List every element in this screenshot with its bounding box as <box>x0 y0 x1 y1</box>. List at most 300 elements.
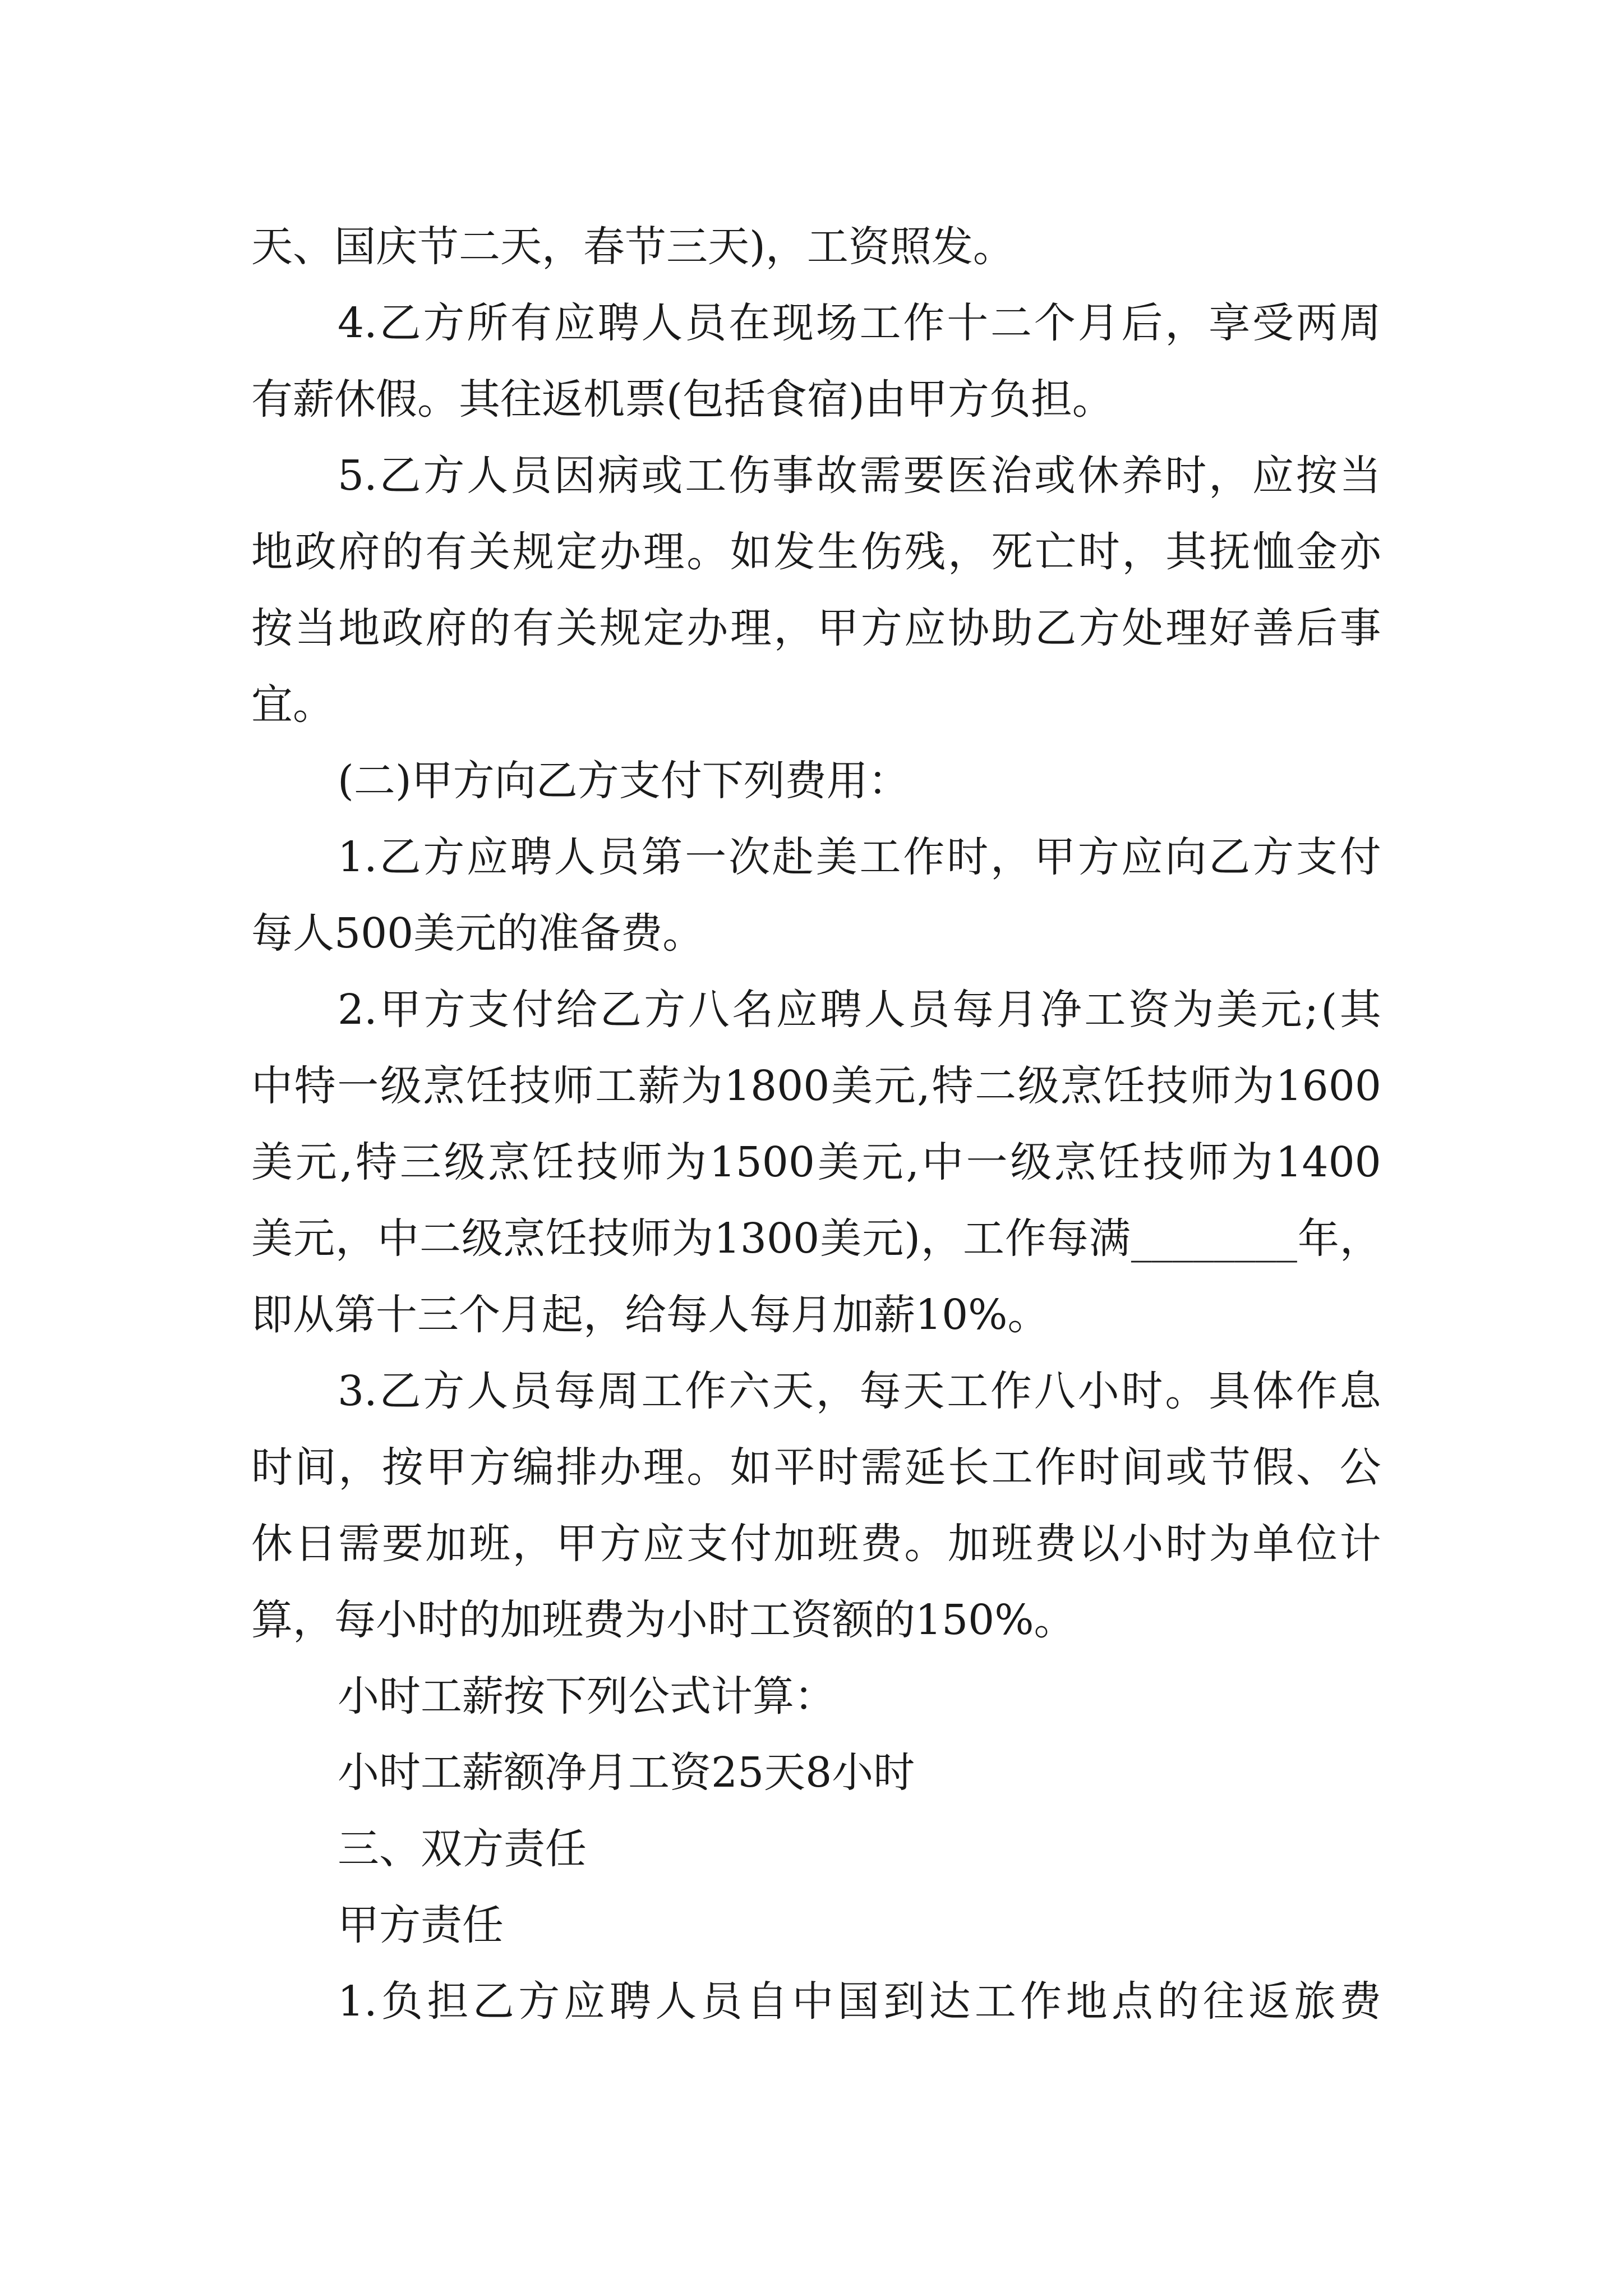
text-glyph: 赴 <box>772 833 814 881</box>
text-glyph: 或 <box>641 452 683 500</box>
text-glyph: 到 <box>883 1977 925 2026</box>
text-line <box>251 1124 1381 1200</box>
text-glyph: 医 <box>947 452 989 500</box>
text-glyph: 费 <box>1035 1520 1077 1568</box>
text-glyph: 死 <box>991 528 1033 576</box>
text-glyph: 体 <box>1252 1367 1294 1415</box>
text-glyph: 二 <box>990 299 1032 347</box>
text-glyph: 级 <box>1017 1062 1059 1110</box>
text-glyph: 为 <box>1232 1062 1274 1110</box>
text-glyph: 级 <box>461 1214 503 1263</box>
text-glyph: 受 <box>1252 299 1294 347</box>
text-glyph: 饪 <box>532 1138 574 1186</box>
text-glyph: 排 <box>556 1443 598 1492</box>
text-glyph: 方 <box>1252 833 1294 881</box>
text-glyph: 办 <box>686 604 728 652</box>
text-glyph: 满 <box>1089 1214 1131 1263</box>
text-glyph: 支 <box>686 1520 728 1568</box>
text-glyph: 亦 <box>1339 528 1381 576</box>
text-glyph: 中 <box>921 1138 963 1186</box>
text-glyph: 3. <box>338 1367 377 1415</box>
text-glyph: 元 <box>861 1138 903 1186</box>
text-glyph: 付 <box>730 1520 772 1568</box>
text-glyph: 现 <box>772 299 814 347</box>
text-glyph: 元 <box>293 1214 335 1263</box>
text-glyph: 个 <box>1034 299 1076 347</box>
text-glyph: 每 <box>952 986 994 1034</box>
text-glyph: 的 <box>469 604 511 652</box>
text-glyph: 休 <box>1077 452 1119 500</box>
text-glyph: , <box>339 1138 353 1186</box>
text-glyph: , <box>917 1062 930 1110</box>
text-glyph: 中 <box>792 1977 834 2026</box>
text-glyph: 。 <box>1165 1367 1207 1415</box>
text-glyph: 乙 <box>379 299 421 347</box>
text-line <box>251 1963 1381 2040</box>
text-glyph: 恤 <box>1252 528 1294 576</box>
text-glyph: 月 <box>996 986 1038 1034</box>
text-glyph: 方 <box>423 1367 465 1415</box>
text-glyph: ， <box>1165 299 1207 347</box>
text-glyph: 间 <box>1122 1443 1164 1492</box>
text-glyph: 亡 <box>1035 528 1077 576</box>
text-glyph: 元 <box>1260 986 1302 1034</box>
text-glyph: 方 <box>644 986 686 1034</box>
text-glyph: 旅 <box>1294 1977 1336 2026</box>
text-line: 甲方责任 <box>338 1901 504 1949</box>
text-glyph: ________ <box>1131 1214 1297 1263</box>
text-glyph: 府 <box>425 604 467 652</box>
text-glyph: 薪 <box>638 1062 680 1110</box>
text-glyph: 计 <box>1339 1520 1381 1568</box>
text-glyph: 故 <box>815 452 857 500</box>
text-glyph: 乙 <box>1035 604 1077 652</box>
text-glyph: ) <box>904 1214 920 1263</box>
text-glyph: 办 <box>600 1443 641 1492</box>
text-glyph: 聘 <box>597 299 639 347</box>
text-glyph: 美 <box>815 833 857 881</box>
text-glyph: 后 <box>1296 604 1338 652</box>
text-glyph: 要 <box>903 452 945 500</box>
text-line: 小时工薪额净月工资25天8小时 <box>338 1749 915 1797</box>
text-glyph: 延 <box>904 1443 946 1492</box>
text-glyph: 级 <box>444 1138 486 1186</box>
text-glyph: 员 <box>597 833 639 881</box>
text-glyph: 乙 <box>379 833 421 881</box>
text-glyph: 后 <box>1121 299 1163 347</box>
text-glyph: 聘 <box>510 833 552 881</box>
text-glyph: 政 <box>294 528 336 576</box>
text-glyph: ， <box>1209 452 1251 500</box>
text-glyph: 时 <box>1121 1367 1163 1415</box>
text-glyph: 二 <box>975 1062 1017 1110</box>
text-glyph: 办 <box>600 528 641 576</box>
text-line <box>251 972 1381 1048</box>
text-glyph: 关 <box>469 528 511 576</box>
text-glyph: 时 <box>1165 452 1207 500</box>
text-glyph: 工 <box>962 1214 1004 1263</box>
text-glyph: 按 <box>251 604 293 652</box>
text-glyph: 伤 <box>860 528 902 576</box>
text-glyph: 假 <box>1252 1443 1294 1492</box>
text-glyph: ， <box>990 833 1032 881</box>
text-glyph: ， <box>773 604 815 652</box>
text-glyph: 天 <box>903 1367 945 1415</box>
text-glyph: 作 <box>990 1367 1032 1415</box>
text-glyph: 处 <box>1122 604 1164 652</box>
text-glyph: 生 <box>817 528 859 576</box>
text-glyph: 应 <box>554 299 596 347</box>
text-glyph: 伤 <box>728 452 771 500</box>
text-glyph: 作 <box>903 299 945 347</box>
text-glyph: 。 <box>686 528 728 576</box>
text-glyph: 1500 <box>709 1138 815 1186</box>
text-glyph: 为 <box>671 1214 713 1263</box>
text-glyph: 1. <box>338 833 377 881</box>
text-glyph: 工 <box>859 833 901 881</box>
text-glyph: 师 <box>552 1062 594 1110</box>
text-line: 三、双方责任 <box>338 1825 587 1873</box>
text-glyph: 时 <box>251 1443 293 1492</box>
text-glyph: 月 <box>1077 299 1119 347</box>
text-glyph: 关 <box>556 604 598 652</box>
text-glyph: 工 <box>974 1977 1016 2026</box>
text-line <box>251 1506 1381 1582</box>
text-glyph: 乙 <box>600 986 642 1034</box>
text-glyph: 1600 <box>1275 1062 1381 1110</box>
text-glyph: 特 <box>932 1062 974 1110</box>
text-glyph: 2. <box>338 986 377 1034</box>
text-glyph: 美 <box>251 1214 293 1263</box>
text-glyph: 在 <box>728 299 771 347</box>
text-glyph: 第 <box>641 833 683 881</box>
text-glyph: 长 <box>948 1443 989 1492</box>
text-glyph: 甲 <box>1034 833 1076 881</box>
text-line <box>251 1048 1381 1124</box>
text-line: (二)甲方向乙方支付下列费用： <box>338 757 910 805</box>
text-glyph: 工 <box>641 1367 683 1415</box>
text-glyph: 师 <box>1189 1062 1232 1110</box>
text-glyph: 应 <box>1121 833 1163 881</box>
text-glyph: 理 <box>643 1443 685 1492</box>
text-glyph: 5. <box>338 452 377 500</box>
text-glyph: 工 <box>991 1443 1033 1492</box>
text-glyph: 烹 <box>423 1062 465 1110</box>
text-glyph: 技 <box>577 1138 619 1186</box>
text-glyph: 烹 <box>1054 1138 1096 1186</box>
text-glyph: 作 <box>1035 1443 1077 1492</box>
text-glyph: 时 <box>817 1443 859 1492</box>
text-glyph: 美 <box>820 1214 862 1263</box>
text-glyph: 息 <box>1339 1367 1381 1415</box>
text-glyph: ; <box>1304 986 1318 1034</box>
text-glyph: 人 <box>554 833 596 881</box>
text-glyph: 平 <box>773 1443 815 1492</box>
text-glyph: 付 <box>1339 833 1381 881</box>
text-glyph: 发 <box>773 528 815 576</box>
text-glyph: 或 <box>1034 452 1076 500</box>
text-glyph: 方 <box>860 604 902 652</box>
text-glyph: 理 <box>643 528 685 576</box>
text-glyph: 人 <box>641 299 683 347</box>
text-glyph: 其 <box>1165 528 1207 576</box>
text-glyph: 工 <box>685 452 727 500</box>
text-glyph: 应 <box>1252 452 1294 500</box>
text-glyph: 聘 <box>609 1977 651 2026</box>
text-glyph: 师 <box>629 1214 671 1263</box>
text-glyph: 政 <box>381 604 423 652</box>
text-glyph: 特 <box>356 1138 398 1186</box>
text-glyph: 级 <box>1010 1138 1052 1186</box>
text-glyph: 烹 <box>488 1138 530 1186</box>
text-glyph: 师 <box>620 1138 662 1186</box>
text-glyph: 员 <box>908 986 950 1034</box>
text-glyph: 作 <box>1004 1214 1046 1263</box>
text-line: 天、国庆节二天，春节三天)，工资照发。 <box>251 223 1015 271</box>
text-glyph: 一 <box>337 1062 379 1110</box>
text-line: 算，每小时的加班费为小时工资额的150%。 <box>251 1596 1076 1644</box>
text-glyph: 工 <box>1084 986 1126 1034</box>
text-glyph: 作 <box>903 833 945 881</box>
text-glyph: 好 <box>1209 604 1251 652</box>
text-glyph: 乙 <box>379 1367 421 1415</box>
text-glyph: 次 <box>728 833 771 881</box>
text-glyph: 技 <box>1146 1062 1188 1110</box>
document-page <box>251 209 1381 2040</box>
text-glyph: 技 <box>509 1062 551 1110</box>
text-glyph: 1400 <box>1275 1138 1381 1186</box>
text-glyph: 如 <box>730 1443 772 1492</box>
text-glyph: 方 <box>1077 833 1119 881</box>
text-line: 即从第十三个月起，给每人每月加薪10%。 <box>251 1291 1049 1339</box>
text-glyph: , <box>906 1138 919 1186</box>
text-glyph: 1300 <box>713 1214 820 1263</box>
text-line <box>251 1200 1381 1277</box>
text-glyph: 需 <box>859 452 901 500</box>
text-glyph: 付 <box>511 986 554 1034</box>
text-glyph: 美 <box>251 1138 293 1186</box>
text-line <box>251 590 1381 666</box>
text-glyph: 理 <box>730 604 772 652</box>
text-glyph: 为 <box>1172 986 1214 1034</box>
text-glyph: 为 <box>1209 1520 1251 1568</box>
text-glyph: 。 <box>686 1443 728 1492</box>
text-line: 宜。 <box>251 680 334 729</box>
text-glyph: 甲 <box>425 1443 467 1492</box>
text-line: 小时工薪按下列公式计算： <box>338 1672 836 1720</box>
text-glyph: 担 <box>427 1977 469 2026</box>
text-glyph: 元 <box>862 1214 904 1263</box>
text-glyph: 定 <box>643 604 685 652</box>
text-glyph: 技 <box>587 1214 629 1263</box>
text-glyph: 时 <box>1078 1443 1120 1492</box>
text-glyph: 公 <box>1339 1443 1381 1492</box>
text-glyph: 有 <box>510 299 552 347</box>
text-glyph: 人 <box>467 1367 509 1415</box>
text-glyph: 协 <box>948 604 989 652</box>
text-glyph: 三 <box>399 1138 441 1186</box>
text-glyph: 美 <box>831 1062 873 1110</box>
text-glyph: 按 <box>1295 452 1338 500</box>
text-glyph: 作 <box>1020 1977 1062 2026</box>
text-glyph: 中 <box>251 1062 293 1110</box>
text-glyph: 1800 <box>724 1062 830 1110</box>
text-glyph: 两 <box>1295 299 1338 347</box>
text-glyph: 地 <box>1066 1977 1108 2026</box>
text-glyph: 养 <box>1121 452 1163 500</box>
text-glyph: 二 <box>419 1214 461 1263</box>
text-glyph: 班 <box>817 1520 859 1568</box>
text-glyph: 方 <box>423 299 465 347</box>
text-glyph: 小 <box>1077 1367 1119 1415</box>
text-glyph: 八 <box>1034 1367 1076 1415</box>
text-glyph: 甲 <box>380 986 422 1034</box>
text-glyph: 一 <box>685 833 727 881</box>
text-glyph: 烹 <box>1061 1062 1103 1110</box>
text-glyph: 员 <box>510 452 552 500</box>
text-glyph: 负 <box>381 1977 423 2026</box>
text-glyph: ， <box>338 1443 380 1492</box>
text-glyph: 每 <box>859 1367 901 1415</box>
text-glyph: 饪 <box>466 1062 508 1110</box>
text-glyph: 应 <box>904 604 946 652</box>
text-glyph: 方 <box>1078 604 1120 652</box>
text-line <box>251 285 1381 361</box>
text-glyph: 单 <box>1252 1520 1294 1568</box>
text-glyph: 享 <box>1209 299 1251 347</box>
text-glyph: 天 <box>772 1367 814 1415</box>
text-glyph: 理 <box>1165 604 1207 652</box>
text-glyph: 有 <box>425 528 467 576</box>
text-line <box>251 514 1381 590</box>
text-glyph: 应 <box>776 986 818 1034</box>
text-glyph: 要 <box>381 1520 423 1568</box>
text-glyph: 具 <box>1209 1367 1251 1415</box>
text-glyph: 规 <box>512 528 554 576</box>
text-glyph: 编 <box>512 1443 554 1492</box>
text-glyph: 方 <box>469 1443 511 1492</box>
text-glyph: 1. <box>338 1977 377 2026</box>
text-glyph: 位 <box>1296 1520 1338 1568</box>
text-glyph: ， <box>1122 528 1164 576</box>
text-glyph: 助 <box>991 604 1033 652</box>
text-glyph: 元 <box>295 1138 337 1186</box>
text-glyph: 支 <box>1295 833 1338 881</box>
text-glyph: 应 <box>564 1977 606 2026</box>
text-line: 每人500美元的准备费。 <box>251 909 704 958</box>
text-glyph: 为 <box>1231 1138 1273 1186</box>
text-glyph: ， <box>1339 1214 1381 1263</box>
text-glyph: 事 <box>772 452 814 500</box>
text-glyph: 周 <box>597 1367 639 1415</box>
text-glyph: 时 <box>1165 1520 1207 1568</box>
text-glyph: 人 <box>864 986 906 1034</box>
text-glyph: 作 <box>685 1367 727 1415</box>
text-glyph: 府 <box>338 528 380 576</box>
text-glyph: 乙 <box>1209 833 1251 881</box>
text-glyph: 所 <box>467 299 509 347</box>
text-glyph: 间 <box>294 1443 336 1492</box>
text-glyph: 为 <box>665 1138 707 1186</box>
text-glyph: 员 <box>685 299 727 347</box>
text-glyph: 。 <box>904 1520 946 1568</box>
text-glyph: 抚 <box>1209 528 1251 576</box>
text-glyph: 班 <box>469 1520 511 1568</box>
text-glyph: 为 <box>681 1062 723 1110</box>
text-glyph: 师 <box>1187 1138 1229 1186</box>
text-glyph: 工 <box>595 1062 637 1110</box>
text-glyph: 场 <box>815 299 857 347</box>
text-glyph: 员 <box>510 1367 552 1415</box>
text-glyph: 因 <box>554 452 596 500</box>
text-glyph: 聘 <box>820 986 862 1034</box>
text-glyph: 乙 <box>472 1977 514 2026</box>
text-glyph: 4. <box>338 299 377 347</box>
text-glyph: ， <box>335 1214 377 1263</box>
text-line <box>251 1353 1381 1429</box>
text-glyph: 资 <box>1128 986 1170 1034</box>
text-glyph: 名 <box>732 986 774 1034</box>
text-line <box>251 819 1381 895</box>
text-glyph: 地 <box>251 528 293 576</box>
text-glyph: ， <box>512 1520 554 1568</box>
text-glyph: 的 <box>381 528 423 576</box>
text-glyph: 方 <box>423 986 465 1034</box>
text-glyph: 方 <box>423 452 465 500</box>
text-glyph: 的 <box>1157 1977 1199 2026</box>
text-glyph: 规 <box>600 604 641 652</box>
text-glyph: 人 <box>655 1977 697 2026</box>
text-glyph: 小 <box>1122 1520 1164 1568</box>
text-glyph: 善 <box>1252 604 1294 652</box>
text-glyph: 工 <box>859 299 901 347</box>
text-glyph: 作 <box>1295 1367 1338 1415</box>
text-glyph: 美 <box>817 1138 859 1186</box>
text-glyph: 返 <box>1248 1977 1290 2026</box>
text-glyph: 应 <box>467 833 509 881</box>
text-glyph: 时 <box>947 833 989 881</box>
text-glyph: 年 <box>1297 1214 1339 1263</box>
text-glyph: 工 <box>947 1367 989 1415</box>
text-glyph: ， <box>948 528 989 576</box>
text-glyph: ， <box>815 1367 857 1415</box>
text-glyph: 加 <box>773 1520 815 1568</box>
text-glyph: 美 <box>1216 986 1258 1034</box>
text-glyph: 病 <box>597 452 639 500</box>
text-glyph: 元 <box>874 1062 916 1110</box>
text-glyph: 往 <box>1202 1977 1244 2026</box>
text-glyph: 六 <box>728 1367 771 1415</box>
text-glyph: 节 <box>1209 1443 1251 1492</box>
text-glyph: 时 <box>1078 528 1120 576</box>
text-glyph: 自 <box>746 1977 788 2026</box>
text-glyph: 休 <box>251 1520 293 1568</box>
text-glyph: 残 <box>904 528 946 576</box>
text-glyph: 技 <box>1142 1138 1184 1186</box>
text-glyph: 方 <box>600 1520 641 1568</box>
text-glyph: 点 <box>1111 1977 1153 2026</box>
text-glyph: 给 <box>556 986 598 1034</box>
text-line <box>251 1429 1381 1506</box>
text-glyph: 特 <box>294 1062 336 1110</box>
text-glyph: 饪 <box>545 1214 587 1263</box>
text-glyph: 治 <box>990 452 1032 500</box>
text-glyph: 或 <box>1165 1443 1207 1492</box>
text-glyph: 甲 <box>556 1520 598 1568</box>
text-glyph: 一 <box>966 1138 1008 1186</box>
text-glyph: 如 <box>730 528 772 576</box>
text-glyph: 费 <box>860 1520 902 1568</box>
